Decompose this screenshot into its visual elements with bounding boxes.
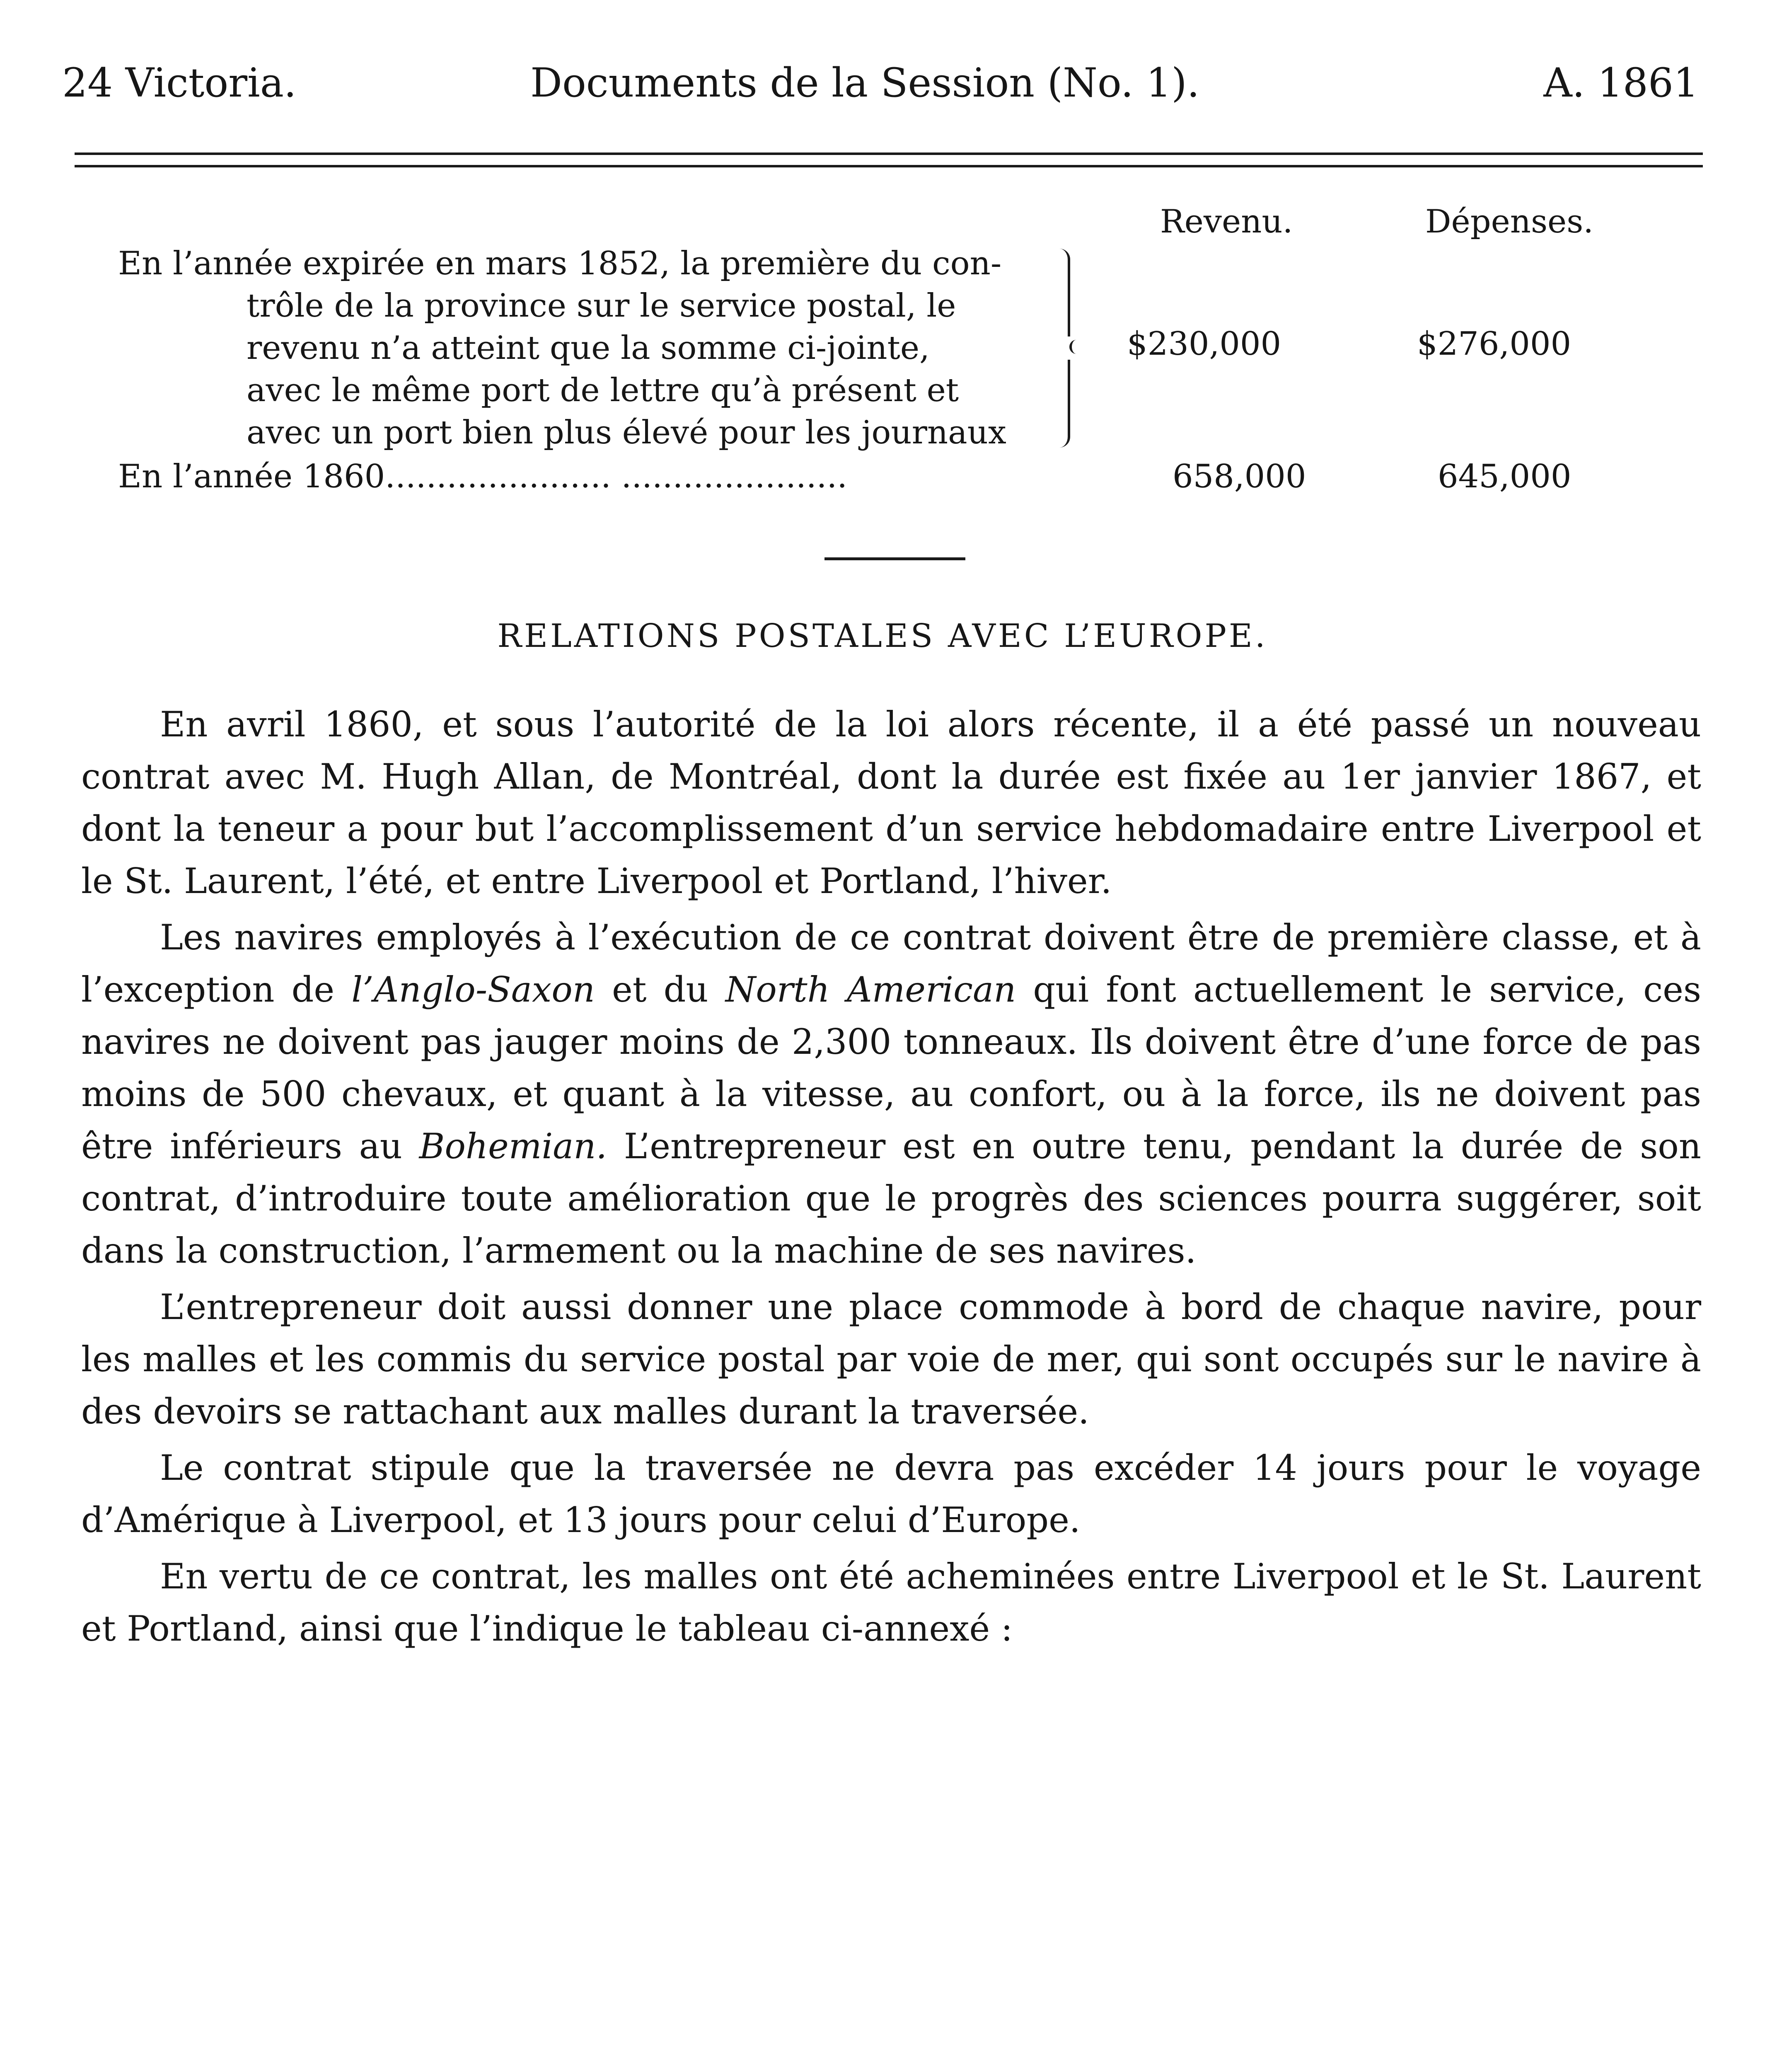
entry-1852-line: trôle de la province sur le service postal, le [247,287,956,324]
paragraph-5: En vertu de ce contrat, les malles ont été acheminées entre Liverpool et le St. Laurent et Portland, ainsi que l’indique le tableau ci-annexé : [81,1556,1701,1649]
column-header-revenue: Revenu. [1160,203,1293,240]
entry-1852-line: En l’année expirée en mars 1852, la première du con- [118,245,1002,282]
header-rule-top [75,152,1703,155]
column-header-expenses: Dépenses. [1425,203,1594,240]
table-entry-1852 [118,242,1096,454]
ship-name-anglo-saxon: l’Anglo-Saxon [351,969,595,1010]
body-text [81,698,1701,1659]
section-divider [824,557,965,560]
entry-1852-line: avec le même port de lettre qu’à présent et [247,372,959,409]
ship-name-north-american: North American [725,969,1016,1010]
running-head [62,50,1699,116]
entry-1852-revenue: $230,000 [1127,325,1281,363]
header-left: 24 Victoria. [62,60,297,106]
paragraph-3: L’entrepreneur doit aussi donner une place commode à bord de chaque navire, pour les malles et les commis du service postal par voie de mer, qui sont occupés sur le navire à des devoirs se rattachant aux malles durant la traversée. [81,1287,1701,1432]
paragraph-2: Les navires employés à l’exécution de ce contrat doivent être de première classe, et à l’exception de l’Anglo-Saxon et du North American qui font actuellement le service, ces navires ne doivent pas jauger moins de 2,300 tonneaux. Ils doivent être d’une force de pas moins de 500 chevaux, et quant à la vitesse, au confort, ou à la force, ils ne doivent pas être inférieurs au Bohemian. L’entrepreneur est en outre tenu, pendant la durée de son contrat, d’introduire toute amélioration que le progrès des sciences pourra suggérer, soit dans la construction, l’armement ou la machine de ses navires. [81,917,1701,1271]
entry-1860-expenses: 645,000 [1438,458,1572,495]
entry-1852-expenses: $276,000 [1417,325,1572,363]
section-title: RELATIONS POSTALES AVEC L’EUROPE. [497,617,1268,655]
paragraph-1: En avril 1860, et sous l’autorité de la loi alors récente, il a été passé un nouveau contrat avec M. Hugh Allan, de Montréal, dont la durée est fixée au 1er janvier 1867, et dont la teneur a pour but l’accomplissement d’un service hebdomadaire entre Liverpool et le St. Laurent, l’été, et entre Liverpool et Portland, l’hiver. [81,704,1701,901]
entry-1852-line: avec un port bien plus élevé pour les journaux [247,414,1006,451]
header-right: A. 1861 [1543,60,1699,106]
header-center: Documents de la Session (No. 1). [530,60,1200,106]
entry-1852-line: revenu n’a atteint que la somme ci-jointe, [247,329,930,367]
ship-name-bohemian: Bohemian. [419,1126,607,1167]
table-entry-1860: En l’année 1860...................... ...................... [118,458,848,495]
header-rule-bottom [75,165,1703,167]
entry-1860-revenue: 658,000 [1173,458,1306,495]
paragraph-4: Le contrat stipule que la traversée ne devra pas excéder 14 jours pour le voyage d’Amérique à Liverpool, et 13 jours pour celui d’Europe. [81,1447,1701,1540]
curly-brace [1059,249,1083,448]
